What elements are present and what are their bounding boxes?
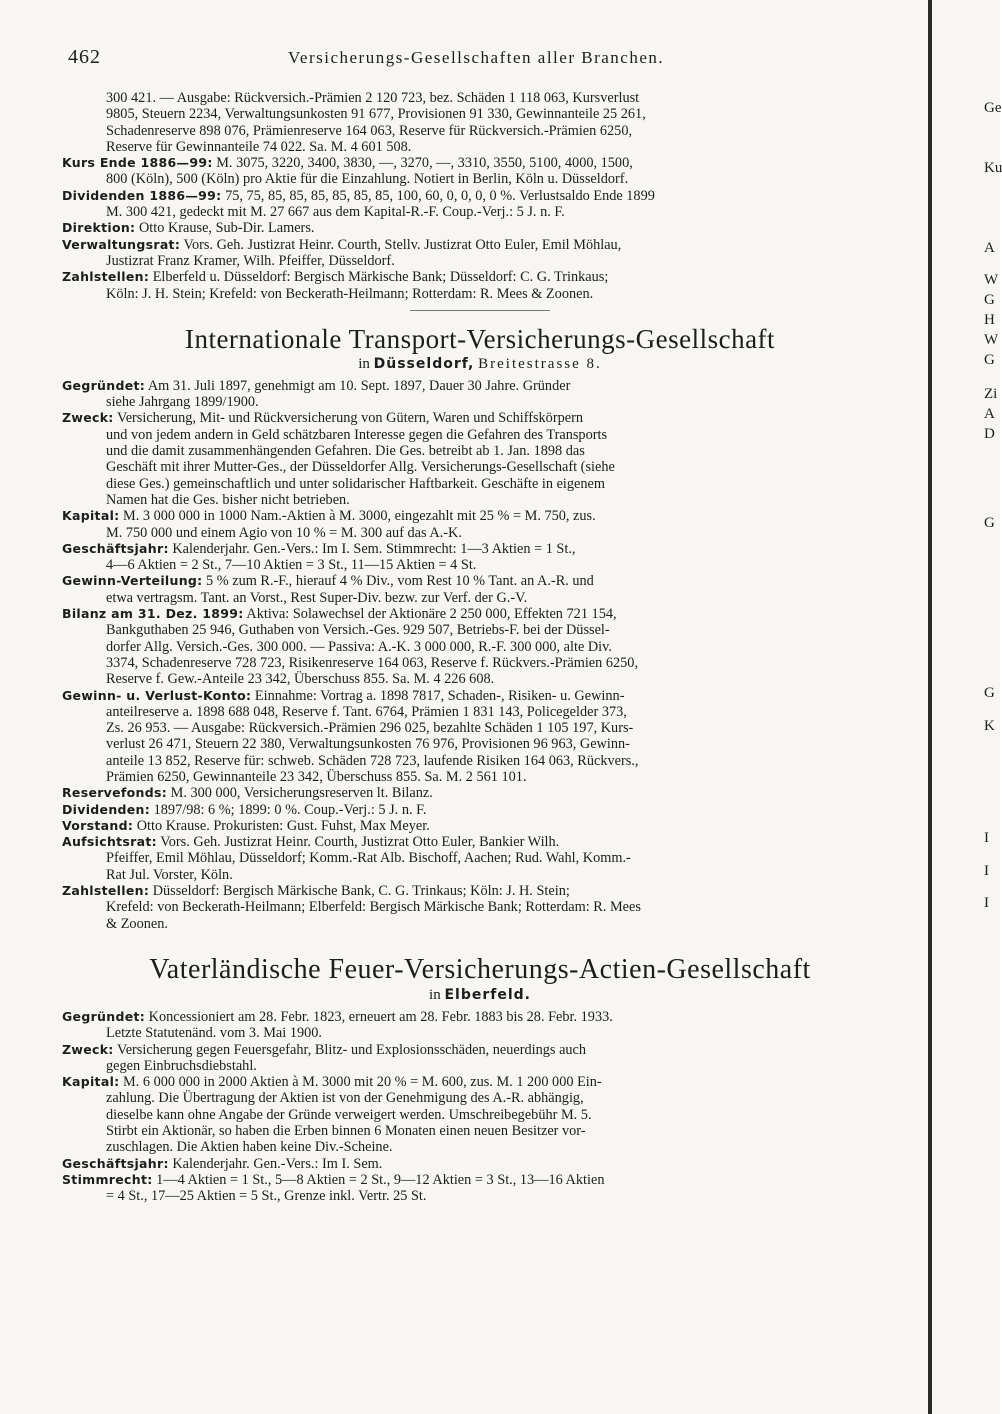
text-line: Letzte Statutenänd. vom 3. Mai 1900. <box>106 1025 322 1042</box>
text-line: Köln: J. H. Stein; Krefeld: von Beckerath-Heilmann; Rotterdam: R. Mees & Zoonen. <box>106 285 594 302</box>
text-line: und die damit zusammenhängenden Gefahren. Die Ges. betreibt ab 1. Jan. 1898 das <box>106 443 585 460</box>
entry-line <box>62 1042 898 1058</box>
entry-text: 5 % zum R.-F., hierauf 4 % Div., vom Rest 10 % Tant. an A.-R. und <box>206 573 594 590</box>
entry-line <box>62 883 898 899</box>
entry-line <box>62 1156 898 1172</box>
page-number: 462 <box>68 46 101 68</box>
entry-line <box>62 378 898 394</box>
text-line: Reserve f. Gew.-Anteile 23 342, Überschuss 855. Sa. M. 4 226 608. <box>106 671 495 688</box>
text-line: & Zoonen. <box>106 915 168 932</box>
entry-label: Gegründet: <box>62 1008 146 1024</box>
text-line: Elberfeld u. Düsseldorf: Bergisch Märkische Bank; Düsseldorf: C. G. Trinkaus; <box>152 269 609 286</box>
entry-text: 1897/98: 6 %; 1899: 0 %. Coup.-Verj.: 5 J. n. F. <box>153 801 427 818</box>
entry-line <box>62 573 898 589</box>
entry-label: Zahlstellen: <box>62 883 150 899</box>
entry-label: Stimmrecht: <box>62 1171 153 1187</box>
running-title: Versicherungs-Gesellschaften aller Branchen. <box>288 48 665 67</box>
entry-line <box>62 1009 898 1025</box>
text-line: Schadenreserve 898 076, Prämienreserve 164 063, Reserve für Rückversich.-Prämien 6250, <box>106 122 633 139</box>
entry-text: Vors. Geh. Justizrat Heinr. Courth, Justizrat Otto Euler, Bankier Wilh. <box>160 834 560 851</box>
entry-line <box>62 785 898 801</box>
entry-line <box>62 802 898 818</box>
entry-text: M. 3 000 000 in 1000 Nam.-Aktien à M. 3000, eingezahlt mit 25 % = M. 750, zus. <box>123 508 596 525</box>
margin-fragment: Ku <box>984 160 1002 176</box>
entry-line <box>62 818 898 834</box>
entry-label: Gewinn- u. Verlust-Konto: <box>62 687 252 703</box>
text-line: diese Ges.) gemeinschaftlich und unter solidarischer Haftbarkeit. Geschäfte in eigenem <box>106 475 606 492</box>
location-city: Düsseldorf, <box>373 355 475 372</box>
entry-direktion <box>62 220 898 236</box>
text-line: M. 750 000 und einem Agio von 10 % = M. 300 auf das A.-K. <box>106 524 462 541</box>
entry-text: Koncessioniert am 28. Febr. 1823, erneuert am 28. Febr. 1883 bis 28. Febr. 1933. <box>148 1008 613 1025</box>
text-line: dieselbe kann ohne Angabe der Gründe verweigert werden. Umschreibegebühr M. 5. <box>106 1106 592 1123</box>
text-line: verlust 26 471, Steuern 22 380, Verwaltungsunkosten 76 976, Provisionen 96 963, Gewinn- <box>106 736 630 753</box>
entry-text: M. 6 000 000 in 2000 Aktien à M. 3000 mit 20 % = M. 600, zus. M. 1 200 000 Ein- <box>123 1074 602 1091</box>
location-prefix: in <box>429 986 441 1003</box>
margin-fragment: Zi <box>984 386 998 402</box>
text-line: Bankguthaben 25 946, Guthaben von Versich.-Ges. 929 507, Betriebs-F. bei der Düssel- <box>106 622 610 639</box>
text-line: M. 300 421, gedeckt mit M. 27 667 aus dem Kapital-R.-F. Coup.-Verj.: 5 J. n. F. <box>106 204 565 221</box>
margin-fragment: Ge <box>984 100 1002 116</box>
margin-fragment: I <box>984 830 989 846</box>
entry-label: Kapital: <box>62 508 120 524</box>
text-line: 75, 75, 85, 85, 85, 85, 85, 85, 100, 60, 0, 0, 0, 0 %. Verlustsaldo Ende 1899 <box>225 187 655 204</box>
margin-fragment: I <box>984 863 989 879</box>
entry-label: Gewinn-Verteilung: <box>62 573 203 589</box>
entry-line <box>62 834 898 850</box>
entry-line <box>62 1074 898 1090</box>
company-title: Vaterländische Feuer-Versicherungs-Actien-Gesellschaft <box>149 953 811 985</box>
entry-dividenden <box>62 188 898 204</box>
text-line: 9805, Steuern 2234, Verwaltungsunkosten 91 677, Provisionen 91 330, Gewinnanteile 25 261, <box>106 106 646 123</box>
entry-text: Versicherung, Mit- und Rückversicherung von Gütern, Waren und Schiffskörpern <box>116 410 583 427</box>
adjacent-page-margin <box>980 0 1000 1414</box>
text-line: Otto Krause, Sub-Dir. Lamers. <box>138 220 315 237</box>
margin-fragment: W <box>984 272 999 288</box>
margin-fragment: W <box>984 332 999 348</box>
entry-text: Otto Krause. Prokuristen: Gust. Fuhst, Max Meyer. <box>136 817 430 834</box>
text-line: gegen Einbruchsdiebstahl. <box>106 1057 257 1074</box>
company-title: Internationale Transport-Versicherungs-Gesellschaft <box>184 323 776 354</box>
text-line: Pfeiffer, Emil Möhlau, Düsseldorf; Komm.-Rat Alb. Bischoff, Aachen; Rud. Wahl, Komm.- <box>106 850 631 867</box>
section-divider <box>410 310 550 311</box>
text-line: Rat Jul. Vorster, Köln. <box>106 866 233 883</box>
entry-line <box>62 1172 898 1188</box>
text-line: 4—6 Aktien = 2 St., 7—10 Aktien = 3 St., 11—15 Aktien = 4 St. <box>106 557 477 574</box>
text-line: Namen hat die Ges. bisher nicht betrieben. <box>106 491 350 508</box>
entry-label: Zweck: <box>62 410 114 426</box>
text-line: 300 421. — Ausgabe: Rückversich.-Prämien 2 120 723, bez. Schäden 1 118 063, Kursverlust <box>106 90 640 106</box>
section-gap <box>62 932 898 942</box>
location-city: Elberfeld. <box>444 986 531 1003</box>
entry-label: Vorstand: <box>62 817 134 833</box>
text-line: Krefeld: von Beckerath-Heilmann; Elberfeld: Bergisch Märkische Bank; Rotterdam: R. Mees <box>106 899 641 916</box>
entry-label: Dividenden 1886—99: <box>62 187 222 203</box>
margin-fragment: D <box>984 426 995 442</box>
text-line: siehe Jahrgang 1899/1900. <box>106 394 259 411</box>
company-fields <box>62 1009 898 1205</box>
entry-label: Gegründet: <box>62 377 146 393</box>
entry-label: Verwaltungsrat: <box>62 236 181 252</box>
margin-fragment: I <box>984 895 989 911</box>
entry-text: Aktiva: Solawechsel der Aktionäre 2 250 000, Effekten 721 154, <box>246 606 617 623</box>
entry-label: Geschäftsjahr: <box>62 1155 169 1171</box>
entry-verwaltungsrat <box>62 237 898 253</box>
company-fields <box>62 378 898 932</box>
company-location <box>62 986 898 1005</box>
location-prefix: in <box>358 355 370 372</box>
margin-fragment: G <box>984 685 995 701</box>
entry-label: Bilanz am 31. Dez. 1899: <box>62 606 244 622</box>
text-line: zahlung. Die Übertragung der Aktien ist von der Genehmigung des A.-R. abhängig, <box>106 1090 584 1107</box>
entry-label: Kurs Ende 1886—99: <box>62 155 213 171</box>
entry-text: Am 31. Juli 1897, genehmigt am 10. Sept. 1897, Dauer 30 Jahre. Gründer <box>147 377 571 394</box>
company-entry-vaterlaendische <box>62 954 898 1205</box>
entry-label: Zahlstellen: <box>62 269 150 285</box>
company-entry-internationale <box>62 323 898 932</box>
text-line: Reserve für Gewinnanteile 74 022. Sa. M. 4 601 508. <box>106 138 412 155</box>
entry-text: Kalenderjahr. Gen.-Vers.: Im I. Sem. <box>172 1155 383 1172</box>
entry-label: Geschäftsjahr: <box>62 540 169 556</box>
text-line: Zs. 26 953. — Ausgabe: Rückversich.-Prämien 296 025, bezahlte Schäden 1 105 197, Kurs- <box>106 720 634 737</box>
text-line: M. 3075, 3220, 3400, 3830, —, 3270, —, 3310, 3550, 5100, 4000, 1500, <box>216 155 633 172</box>
text-line: anteilreserve a. 1898 688 048, Reserve f. Tant. 6764, Prämien 1 831 143, Policegelder 373, <box>106 703 627 720</box>
page-header <box>68 40 898 76</box>
location-street: Breitestrasse 8. <box>478 355 602 372</box>
margin-fragment: G <box>984 515 995 531</box>
entry-line <box>62 688 898 704</box>
text-line: und von jedem andern in Geld schätzbaren Interesse gegen die Gefahren des Transports <box>106 426 608 443</box>
entry-line <box>62 410 898 426</box>
text-line: etwa vertragsm. Tant. an Vorst., Rest Super-Div. bezw. zur Verf. der G.-V. <box>106 589 528 606</box>
entry-kurs <box>62 155 898 171</box>
entry-label: Dividenden: <box>62 801 151 817</box>
text-line: Vors. Geh. Justizrat Heinr. Courth, Stellv. Justizrat Otto Euler, Emil Möhlau, <box>183 236 622 253</box>
entry-line <box>62 606 898 622</box>
margin-fragment: H <box>984 312 995 328</box>
entry-text: M. 300 000, Versicherungsreserven lt. Bilanz. <box>170 785 433 802</box>
text-line: Stirbt ein Aktionär, so haben die Erben binnen 6 Monaten einen neuen Besitzer vor- <box>106 1123 586 1140</box>
text-line: anteile 13 852, Reserve für: schweb. Schäden 728 723, laufende Risiken 164 063, Rückvers., <box>106 752 639 769</box>
margin-fragment: K <box>984 718 995 734</box>
entry-label: Direktion: <box>62 220 136 236</box>
text-line: Prämien 6250, Gewinnanteile 23 342, Überschuss 855. Sa. M. 2 561 101. <box>106 768 527 785</box>
page-gutter <box>928 0 932 1414</box>
text-line: zuschlagen. Die Aktien haben keine Div.-Scheine. <box>106 1139 393 1156</box>
entry-text: Düsseldorf: Bergisch Märkische Bank, C. G. Trinkaus; Köln: J. H. Stein; <box>152 883 570 900</box>
margin-fragment: A <box>984 406 995 422</box>
entry-line <box>62 541 898 557</box>
entry-label: Reservefonds: <box>62 785 168 801</box>
entry-label: Kapital: <box>62 1074 120 1090</box>
entry-label: Zweck: <box>62 1041 114 1057</box>
text-line: 800 (Köln), 500 (Köln) pro Aktie für die Einzahlung. Notiert in Berlin, Köln u. Düsseldorf. <box>106 171 629 188</box>
text-line: = 4 St., 17—25 Aktien = 5 St., Grenze inkl. Vertr. 25 St. <box>106 1188 427 1205</box>
text-line: Justizrat Franz Kramer, Wilh. Pfeiffer, Düsseldorf. <box>106 252 395 269</box>
page-content <box>62 90 898 1205</box>
margin-fragment: G <box>984 292 995 308</box>
entry-text: Versicherung gegen Feuersgefahr, Blitz- und Explosionsschäden, neuerdings auch <box>116 1041 587 1058</box>
entry-text: Kalenderjahr. Gen.-Vers.: Im I. Sem. Stimmrecht: 1—3 Aktien = 1 St., <box>172 540 576 557</box>
company-location <box>62 355 898 374</box>
entry-label: Aufsichtsrat: <box>62 834 157 850</box>
previous-entry-continuation <box>62 90 898 302</box>
text-line: Geschäft mit ihrer Mutter-Ges., der Düsseldorfer Allg. Versicherungs-Gesellschaft (siehe <box>106 459 615 476</box>
margin-fragment: A <box>984 240 995 256</box>
entry-zahlstellen <box>62 269 898 285</box>
margin-fragment: G <box>984 352 995 368</box>
entry-line <box>62 508 898 524</box>
entry-text: 1—4 Aktien = 1 St., 5—8 Aktien = 2 St., 9—12 Aktien = 3 St., 13—16 Aktien <box>156 1171 605 1188</box>
entry-text: Einnahme: Vortrag a. 1898 7817, Schaden-, Risiken- u. Gewinn- <box>254 687 625 704</box>
text-line: dorfer Allg. Versich.-Ges. 300 000. — Passiva: A.-K. 3 000 000, R.-F. 300 000, alte Div. <box>106 638 612 655</box>
text-line: 3374, Schadenreserve 728 723, Risikenreserve 164 063, Reserve f. Rückvers.-Prämien 6250, <box>106 654 639 671</box>
